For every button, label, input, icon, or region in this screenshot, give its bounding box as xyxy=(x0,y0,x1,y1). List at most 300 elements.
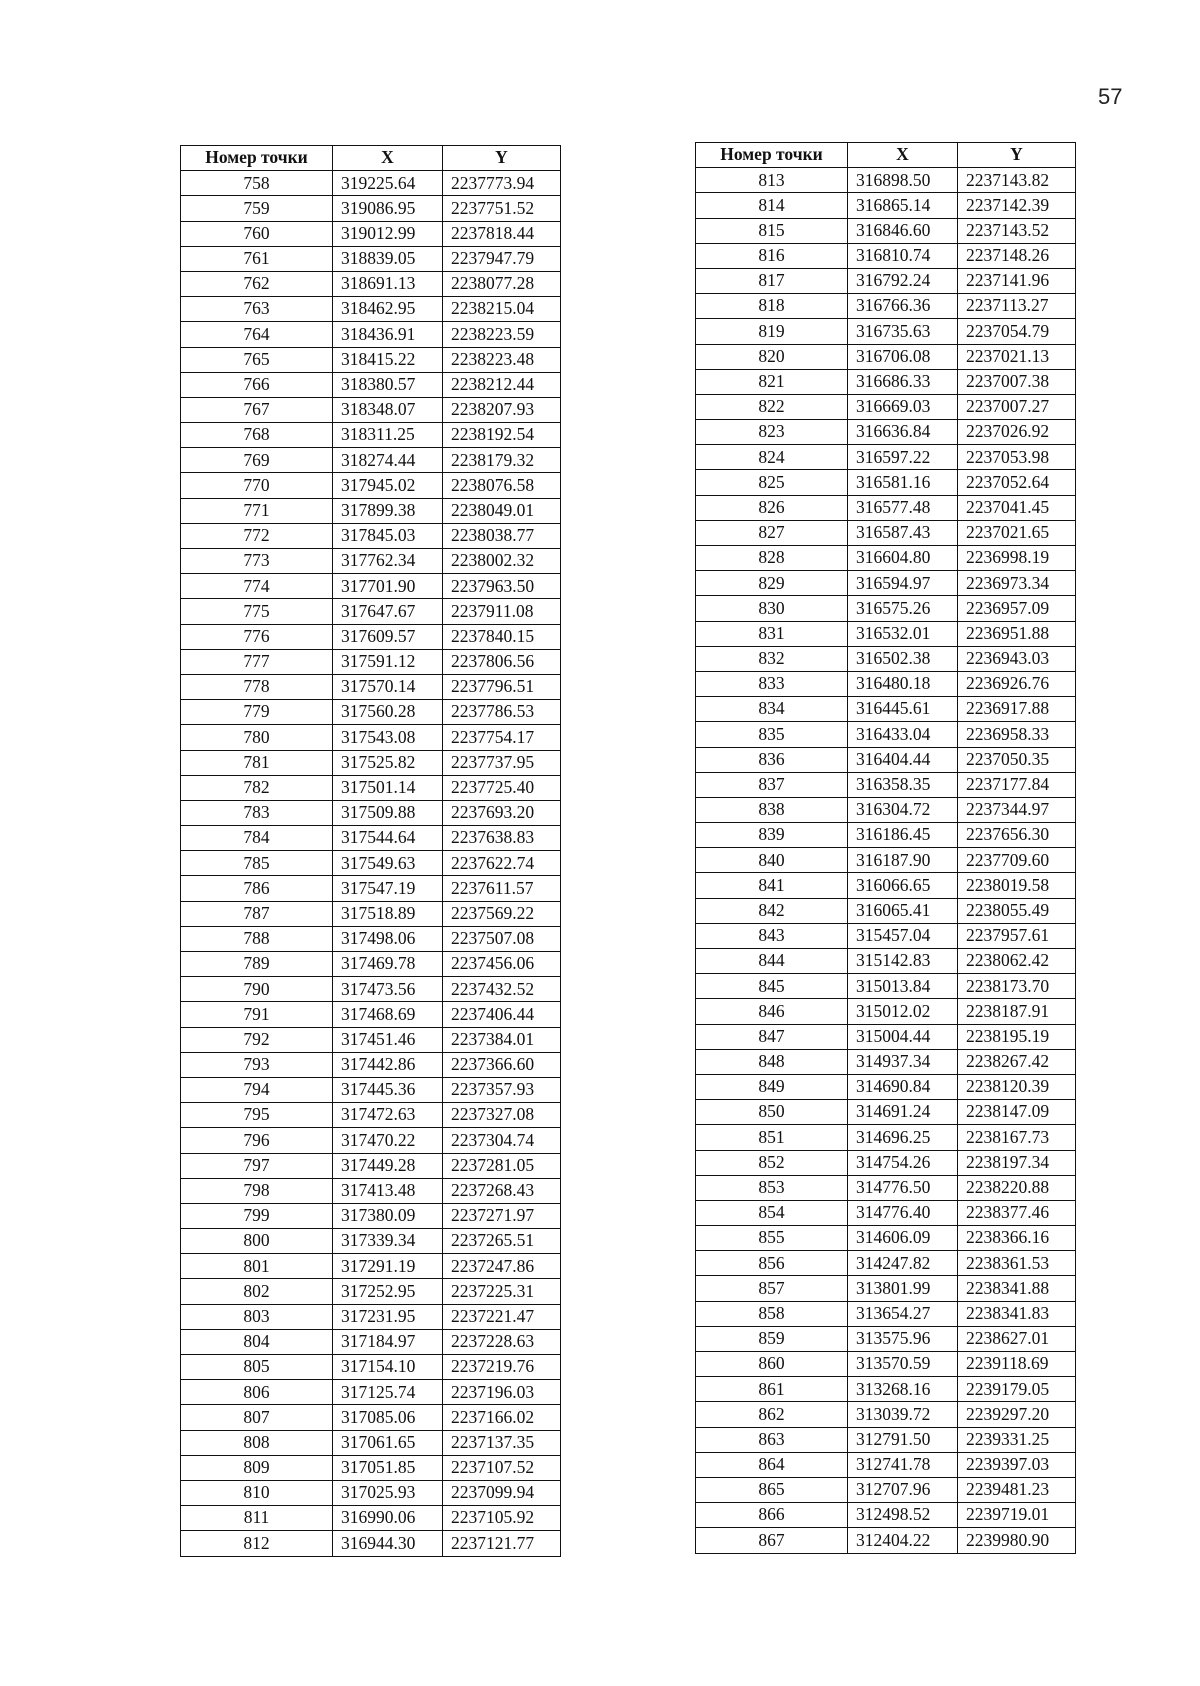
cell-point-number: 774 xyxy=(181,574,333,599)
cell-point-number: 791 xyxy=(181,1002,333,1027)
cell-x: 316686.33 xyxy=(848,369,958,394)
cell-point-number: 844 xyxy=(696,949,848,974)
cell-x: 317339.34 xyxy=(333,1229,443,1254)
cell-x: 313654.27 xyxy=(848,1301,958,1326)
cell-x: 316575.26 xyxy=(848,596,958,621)
cell-point-number: 854 xyxy=(696,1200,848,1225)
cell-point-number: 827 xyxy=(696,520,848,545)
cell-point-number: 841 xyxy=(696,873,848,898)
table-row xyxy=(696,949,1076,974)
cell-x: 312404.22 xyxy=(848,1528,958,1553)
cell-x: 316066.65 xyxy=(848,873,958,898)
cell-x: 312707.96 xyxy=(848,1477,958,1502)
table-row xyxy=(696,218,1076,243)
cell-point-number: 863 xyxy=(696,1427,848,1452)
cell-x: 318436.91 xyxy=(333,322,443,347)
table-row xyxy=(696,1452,1076,1477)
cell-y: 2237196.03 xyxy=(443,1380,561,1405)
cell-point-number: 782 xyxy=(181,775,333,800)
cell-y: 2238220.88 xyxy=(958,1175,1076,1200)
cell-y: 2237265.51 xyxy=(443,1229,561,1254)
cell-x: 318415.22 xyxy=(333,347,443,372)
table-row xyxy=(696,1477,1076,1502)
cell-y: 2237304.74 xyxy=(443,1128,561,1153)
cell-x: 317647.67 xyxy=(333,599,443,624)
cell-y: 2238212.44 xyxy=(443,372,561,397)
cell-point-number: 812 xyxy=(181,1531,333,1556)
cell-x: 317473.56 xyxy=(333,977,443,1002)
cell-point-number: 767 xyxy=(181,397,333,422)
table-row xyxy=(181,800,561,825)
cell-x: 316187.90 xyxy=(848,848,958,873)
cell-y: 2237344.97 xyxy=(958,797,1076,822)
cell-y: 2238120.39 xyxy=(958,1074,1076,1099)
cell-x: 316846.60 xyxy=(848,218,958,243)
table-row xyxy=(181,1531,561,1556)
cell-point-number: 829 xyxy=(696,571,848,596)
cell-x: 316186.45 xyxy=(848,823,958,848)
cell-x: 318311.25 xyxy=(333,423,443,448)
cell-x: 317252.95 xyxy=(333,1279,443,1304)
cell-point-number: 790 xyxy=(181,977,333,1002)
cell-x: 317544.64 xyxy=(333,826,443,851)
cell-point-number: 860 xyxy=(696,1352,848,1377)
cell-y: 2236958.33 xyxy=(958,722,1076,747)
cell-point-number: 760 xyxy=(181,221,333,246)
cell-point-number: 817 xyxy=(696,268,848,293)
cell-y: 2238361.53 xyxy=(958,1251,1076,1276)
cell-y: 2237751.52 xyxy=(443,196,561,221)
cell-point-number: 858 xyxy=(696,1301,848,1326)
cell-y: 2238173.70 xyxy=(958,974,1076,999)
cell-x: 315012.02 xyxy=(848,999,958,1024)
cell-x: 317547.19 xyxy=(333,876,443,901)
table-body-left xyxy=(181,171,561,1556)
table-row xyxy=(181,473,561,498)
page-number: 57 xyxy=(1098,84,1123,109)
cell-point-number: 840 xyxy=(696,848,848,873)
cell-point-number: 836 xyxy=(696,747,848,772)
cell-point-number: 802 xyxy=(181,1279,333,1304)
cell-x: 316404.44 xyxy=(848,747,958,772)
table-row xyxy=(696,1503,1076,1528)
cell-y: 2236917.88 xyxy=(958,697,1076,722)
cell-y: 2237247.86 xyxy=(443,1254,561,1279)
header-y: Y xyxy=(958,143,1076,168)
table-row xyxy=(181,196,561,221)
table-row xyxy=(696,747,1076,772)
cell-x: 317125.74 xyxy=(333,1380,443,1405)
cell-y: 2237357.93 xyxy=(443,1077,561,1102)
cell-point-number: 856 xyxy=(696,1251,848,1276)
table-row xyxy=(696,1427,1076,1452)
table-row xyxy=(696,873,1076,898)
table-row xyxy=(696,974,1076,999)
cell-x: 317470.22 xyxy=(333,1128,443,1153)
table-row xyxy=(696,445,1076,470)
cell-x: 317701.90 xyxy=(333,574,443,599)
cell-x: 316445.61 xyxy=(848,697,958,722)
table-row xyxy=(181,523,561,548)
cell-x: 317184.97 xyxy=(333,1329,443,1354)
table-row xyxy=(696,420,1076,445)
cell-y: 2238002.32 xyxy=(443,549,561,574)
cell-y: 2237142.39 xyxy=(958,193,1076,218)
table-row xyxy=(181,901,561,926)
cell-point-number: 837 xyxy=(696,772,848,797)
table-row xyxy=(696,294,1076,319)
cell-point-number: 800 xyxy=(181,1229,333,1254)
cell-point-number: 771 xyxy=(181,498,333,523)
cell-x: 317085.06 xyxy=(333,1405,443,1430)
table-row xyxy=(696,1150,1076,1175)
cell-x: 317468.69 xyxy=(333,1002,443,1027)
table-row xyxy=(696,1276,1076,1301)
table-row xyxy=(181,397,561,422)
cell-point-number: 831 xyxy=(696,621,848,646)
cell-y: 2237026.92 xyxy=(958,420,1076,445)
table-row xyxy=(181,624,561,649)
table-row xyxy=(181,221,561,246)
cell-point-number: 779 xyxy=(181,700,333,725)
cell-y: 2237656.30 xyxy=(958,823,1076,848)
cell-point-number: 801 xyxy=(181,1254,333,1279)
cell-x: 317231.95 xyxy=(333,1304,443,1329)
cell-y: 2237725.40 xyxy=(443,775,561,800)
table-row xyxy=(181,498,561,523)
cell-x: 316810.74 xyxy=(848,243,958,268)
cell-y: 2237963.50 xyxy=(443,574,561,599)
cell-point-number: 772 xyxy=(181,523,333,548)
cell-y: 2237818.44 xyxy=(443,221,561,246)
cell-x: 314937.34 xyxy=(848,1049,958,1074)
table-row xyxy=(696,697,1076,722)
cell-x: 314754.26 xyxy=(848,1150,958,1175)
cell-x: 317609.57 xyxy=(333,624,443,649)
cell-point-number: 838 xyxy=(696,797,848,822)
cell-y: 2238062.42 xyxy=(958,949,1076,974)
cell-x: 318380.57 xyxy=(333,372,443,397)
cell-x: 316480.18 xyxy=(848,671,958,696)
cell-x: 316865.14 xyxy=(848,193,958,218)
cell-point-number: 845 xyxy=(696,974,848,999)
cell-x: 317380.09 xyxy=(333,1203,443,1228)
header-point-number: Номер точки xyxy=(181,146,333,171)
cell-point-number: 761 xyxy=(181,246,333,271)
cell-y: 2237911.08 xyxy=(443,599,561,624)
cell-point-number: 807 xyxy=(181,1405,333,1430)
cell-x: 314691.24 xyxy=(848,1100,958,1125)
cell-y: 2237099.94 xyxy=(443,1480,561,1505)
table-row xyxy=(696,193,1076,218)
cell-y: 2237406.44 xyxy=(443,1002,561,1027)
cell-point-number: 865 xyxy=(696,1477,848,1502)
cell-y: 2237041.45 xyxy=(958,495,1076,520)
cell-point-number: 770 xyxy=(181,473,333,498)
cell-point-number: 805 xyxy=(181,1355,333,1380)
table-row xyxy=(181,926,561,951)
cell-point-number: 781 xyxy=(181,750,333,775)
cell-y: 2237569.22 xyxy=(443,901,561,926)
cell-x: 317560.28 xyxy=(333,700,443,725)
cell-y: 2237007.38 xyxy=(958,369,1076,394)
cell-x: 317509.88 xyxy=(333,800,443,825)
cell-x: 314776.40 xyxy=(848,1200,958,1225)
table-row xyxy=(696,1049,1076,1074)
cell-x: 316581.16 xyxy=(848,470,958,495)
cell-y: 2238179.32 xyxy=(443,448,561,473)
table-row xyxy=(696,344,1076,369)
cell-y: 2237141.96 xyxy=(958,268,1076,293)
cell-x: 315142.83 xyxy=(848,949,958,974)
cell-y: 2237622.74 xyxy=(443,851,561,876)
cell-y: 2237327.08 xyxy=(443,1103,561,1128)
cell-point-number: 763 xyxy=(181,297,333,322)
cell-y: 2237638.83 xyxy=(443,826,561,851)
header-y: Y xyxy=(443,146,561,171)
table-row xyxy=(696,1251,1076,1276)
cell-y: 2238049.01 xyxy=(443,498,561,523)
cell-x: 314606.09 xyxy=(848,1226,958,1251)
table-row xyxy=(181,1279,561,1304)
cell-y: 2237166.02 xyxy=(443,1405,561,1430)
table-row xyxy=(696,898,1076,923)
cell-y: 2236943.03 xyxy=(958,646,1076,671)
cell-y: 2237432.52 xyxy=(443,977,561,1002)
table-row xyxy=(696,646,1076,671)
table-row xyxy=(696,823,1076,848)
cell-x: 316587.43 xyxy=(848,520,958,545)
cell-y: 2237053.98 xyxy=(958,445,1076,470)
table-row xyxy=(181,297,561,322)
cell-y: 2238192.54 xyxy=(443,423,561,448)
table-row xyxy=(696,394,1076,419)
cell-y: 2237177.84 xyxy=(958,772,1076,797)
cell-y: 2239331.25 xyxy=(958,1427,1076,1452)
table-row xyxy=(696,1326,1076,1351)
cell-point-number: 798 xyxy=(181,1178,333,1203)
table-row xyxy=(181,1229,561,1254)
cell-point-number: 849 xyxy=(696,1074,848,1099)
cell-x: 317025.93 xyxy=(333,1480,443,1505)
table-header-row xyxy=(181,146,561,171)
cell-point-number: 834 xyxy=(696,697,848,722)
cell-point-number: 843 xyxy=(696,923,848,948)
table-row xyxy=(181,1103,561,1128)
table-row xyxy=(181,549,561,574)
cell-y: 2238038.77 xyxy=(443,523,561,548)
cell-y: 2237957.61 xyxy=(958,923,1076,948)
cell-y: 2237225.31 xyxy=(443,1279,561,1304)
table-row xyxy=(696,168,1076,193)
cell-point-number: 775 xyxy=(181,599,333,624)
cell-point-number: 797 xyxy=(181,1153,333,1178)
cell-point-number: 765 xyxy=(181,347,333,372)
cell-y: 2239297.20 xyxy=(958,1402,1076,1427)
cell-x: 312741.78 xyxy=(848,1452,958,1477)
cell-y: 2237148.26 xyxy=(958,243,1076,268)
table-row xyxy=(181,574,561,599)
cell-x: 316532.01 xyxy=(848,621,958,646)
cell-x: 317591.12 xyxy=(333,649,443,674)
table-row xyxy=(181,851,561,876)
cell-x: 316706.08 xyxy=(848,344,958,369)
cell-point-number: 793 xyxy=(181,1052,333,1077)
table-row xyxy=(696,268,1076,293)
table-row xyxy=(696,772,1076,797)
cell-point-number: 835 xyxy=(696,722,848,747)
cell-point-number: 859 xyxy=(696,1326,848,1351)
cell-y: 2237693.20 xyxy=(443,800,561,825)
cell-point-number: 839 xyxy=(696,823,848,848)
cell-point-number: 818 xyxy=(696,294,848,319)
cell-x: 316065.41 xyxy=(848,898,958,923)
cell-x: 317525.82 xyxy=(333,750,443,775)
header-x: X xyxy=(848,143,958,168)
cell-y: 2236973.34 xyxy=(958,571,1076,596)
table-row xyxy=(181,1455,561,1480)
table-row xyxy=(181,171,561,196)
cell-point-number: 846 xyxy=(696,999,848,1024)
cell-y: 2236951.88 xyxy=(958,621,1076,646)
cell-x: 317518.89 xyxy=(333,901,443,926)
table-row xyxy=(696,319,1076,344)
cell-point-number: 824 xyxy=(696,445,848,470)
cell-point-number: 866 xyxy=(696,1503,848,1528)
cell-point-number: 784 xyxy=(181,826,333,851)
cell-point-number: 758 xyxy=(181,171,333,196)
cell-point-number: 808 xyxy=(181,1430,333,1455)
cell-x: 317445.36 xyxy=(333,1077,443,1102)
cell-y: 2237050.35 xyxy=(958,747,1076,772)
cell-y: 2237021.13 xyxy=(958,344,1076,369)
cell-x: 316636.84 xyxy=(848,420,958,445)
table-row xyxy=(696,470,1076,495)
cell-x: 316433.04 xyxy=(848,722,958,747)
cell-y: 2237384.01 xyxy=(443,1027,561,1052)
cell-y: 2237054.79 xyxy=(958,319,1076,344)
cell-point-number: 828 xyxy=(696,546,848,571)
table-row xyxy=(181,1128,561,1153)
cell-point-number: 778 xyxy=(181,674,333,699)
table-row xyxy=(181,1077,561,1102)
cell-y: 2237113.27 xyxy=(958,294,1076,319)
cell-y: 2238223.59 xyxy=(443,322,561,347)
cell-point-number: 785 xyxy=(181,851,333,876)
cell-y: 2237806.56 xyxy=(443,649,561,674)
table-row xyxy=(181,599,561,624)
cell-point-number: 813 xyxy=(696,168,848,193)
cell-point-number: 857 xyxy=(696,1276,848,1301)
cell-y: 2237107.52 xyxy=(443,1455,561,1480)
table-row xyxy=(696,1352,1076,1377)
cell-point-number: 811 xyxy=(181,1506,333,1531)
cell-y: 2238627.01 xyxy=(958,1326,1076,1351)
cell-x: 313570.59 xyxy=(848,1352,958,1377)
table-row xyxy=(696,596,1076,621)
cell-x: 316597.22 xyxy=(848,445,958,470)
cell-x: 316766.36 xyxy=(848,294,958,319)
cell-point-number: 799 xyxy=(181,1203,333,1228)
cell-point-number: 789 xyxy=(181,952,333,977)
cell-y: 2238377.46 xyxy=(958,1200,1076,1225)
cell-point-number: 816 xyxy=(696,243,848,268)
cell-y: 2237773.94 xyxy=(443,171,561,196)
table-row xyxy=(696,621,1076,646)
cell-y: 2237709.60 xyxy=(958,848,1076,873)
cell-point-number: 795 xyxy=(181,1103,333,1128)
cell-point-number: 759 xyxy=(181,196,333,221)
cell-x: 316990.06 xyxy=(333,1506,443,1531)
cell-y: 2238215.04 xyxy=(443,297,561,322)
cell-x: 313039.72 xyxy=(848,1402,958,1427)
table-row xyxy=(696,797,1076,822)
table-row xyxy=(181,372,561,397)
table-row xyxy=(696,1528,1076,1553)
cell-y: 2237137.35 xyxy=(443,1430,561,1455)
table-row xyxy=(181,1254,561,1279)
cell-point-number: 855 xyxy=(696,1226,848,1251)
cell-y: 2238207.93 xyxy=(443,397,561,422)
cell-x: 318691.13 xyxy=(333,271,443,296)
table-row xyxy=(181,700,561,725)
cell-point-number: 810 xyxy=(181,1480,333,1505)
cell-x: 317051.85 xyxy=(333,1455,443,1480)
cell-x: 312791.50 xyxy=(848,1427,958,1452)
table-row xyxy=(181,1380,561,1405)
cell-point-number: 776 xyxy=(181,624,333,649)
cell-x: 316577.48 xyxy=(848,495,958,520)
cell-y: 2237271.97 xyxy=(443,1203,561,1228)
cell-x: 317899.38 xyxy=(333,498,443,523)
cell-x: 317469.78 xyxy=(333,952,443,977)
cell-x: 316604.80 xyxy=(848,546,958,571)
cell-x: 317291.19 xyxy=(333,1254,443,1279)
cell-y: 2237840.15 xyxy=(443,624,561,649)
cell-x: 315013.84 xyxy=(848,974,958,999)
cell-y: 2237221.47 xyxy=(443,1304,561,1329)
cell-x: 312498.52 xyxy=(848,1503,958,1528)
cell-y: 2237143.82 xyxy=(958,168,1076,193)
cell-y: 2237052.64 xyxy=(958,470,1076,495)
cell-point-number: 773 xyxy=(181,549,333,574)
table-row xyxy=(181,1329,561,1354)
cell-point-number: 822 xyxy=(696,394,848,419)
cell-y: 2237611.57 xyxy=(443,876,561,901)
cell-y: 2238187.91 xyxy=(958,999,1076,1024)
cell-y: 2238147.09 xyxy=(958,1100,1076,1125)
cell-point-number: 820 xyxy=(696,344,848,369)
cell-point-number: 847 xyxy=(696,1024,848,1049)
cell-y: 2238197.34 xyxy=(958,1150,1076,1175)
cell-y: 2238341.83 xyxy=(958,1301,1076,1326)
cell-y: 2237737.95 xyxy=(443,750,561,775)
table-row xyxy=(181,1027,561,1052)
cell-x: 319086.95 xyxy=(333,196,443,221)
cell-point-number: 826 xyxy=(696,495,848,520)
cell-y: 2238055.49 xyxy=(958,898,1076,923)
cell-point-number: 804 xyxy=(181,1329,333,1354)
cell-x: 319225.64 xyxy=(333,171,443,196)
table-row xyxy=(181,1405,561,1430)
table-row xyxy=(696,671,1076,696)
table-row xyxy=(181,246,561,271)
cell-y: 2237143.52 xyxy=(958,218,1076,243)
cell-y: 2237007.27 xyxy=(958,394,1076,419)
table-row xyxy=(696,243,1076,268)
cell-x: 316304.72 xyxy=(848,797,958,822)
cell-point-number: 848 xyxy=(696,1049,848,1074)
